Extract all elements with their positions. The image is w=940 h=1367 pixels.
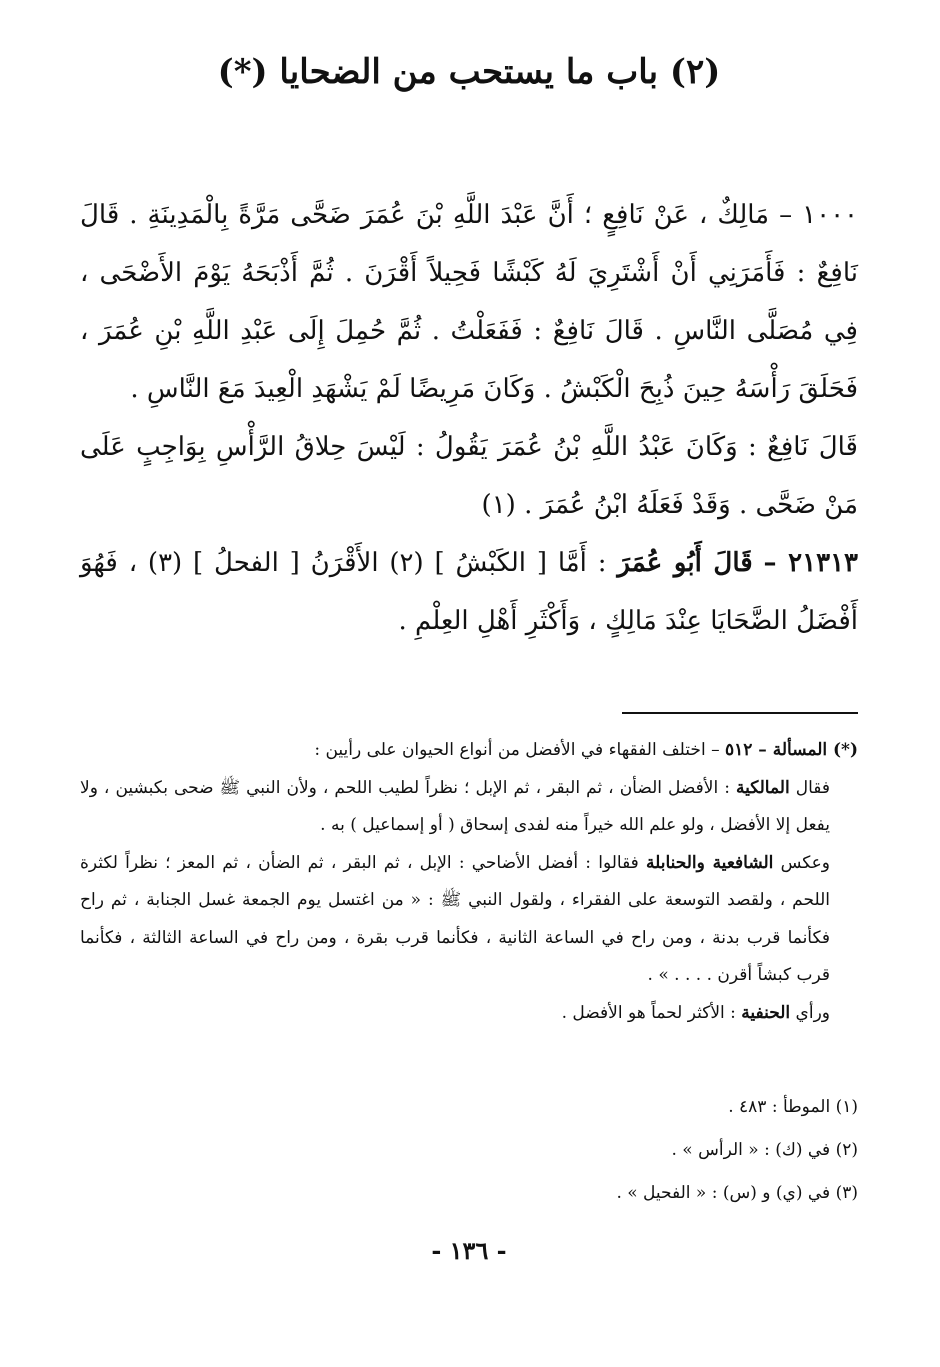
nafi-statement-paragraph: قَالَ نَافِعٌ : وَكَانَ عَبْدُ اللَّهِ بْنُ عُمَرَ يَقُولُ : لَيْسَ حِلاقُ الرَّأْسِ بِوَاجِبٍ عَلَى مَنْ ضَحَّى . وَقَدْ فَعَلَهُ ابْنُ عُمَرَ . (١) (80, 432, 858, 520)
speaker-name: قَالَ أَبُو عُمَرَ (617, 548, 753, 578)
shafiiyya-prefix: وعكس (780, 852, 830, 873)
paragraph-number: ٢١٣١٣ – (763, 548, 858, 578)
abu-umar-paragraph (80, 534, 858, 650)
malikiyya-prefix: فقال (795, 777, 831, 798)
footnote-masala (80, 732, 858, 770)
malikiyya-text: : الأفضل الضأن ، ثم البقر ، ثم الإبل ؛ نظراً لطيب اللحم ، ولأن النبي ﷺ ضحى بكبشين ، ولا يفعل إلا الأفضل ، ولو علم الله خيراً منه لفدى إسحاق ( أو إسماعيل ) به . (80, 777, 830, 835)
reference-3: (٣) في (ي) و (س) : « الفحيل » . (616, 1183, 858, 1203)
abu-umar-text: : أَمَّا [ الكَبْشُ ] (٢) الأَقْرَنُ [ الفحلُ ] (٣) ، فَهُوَ أَفْضَلُ الضَّحَايَا عِنْدَ مَالِكٍ ، وَأَكْثَرِ أَهْلِ العِلْمِ . (80, 548, 858, 636)
hadith-paragraph-1000: ١٠٠٠ – مَالِكٌ ، عَنْ نَافِعٍ ؛ أَنَّ عَبْدَ اللَّهِ بْنَ عُمَرَ ضَحَّى مَرَّةً بِالْمَدِينَةِ . قَالَ نَافِعٌ : فَأَمَرَنِي أَنْ أَشْتَرِيَ لَهُ كَبْشًا فَحِيلاً أَقْرَنَ . ثُمَّ أَذْبَحَهُ يَوْمَ الأَضْحَى ، فِي مُصَلَّى النَّاسِ . قَالَ نَافِعٌ : فَفَعَلْتُ . ثُمَّ حُمِلَ إِلَى عَبْدِ اللَّهِ بْنِ عُمَرَ ، فَحَلَقَ رَأْسَهُ حِينَ ذُبِحَ الْكَبْشُ . وَكَانَ مَرِيضًا لَمْ يَشْهَدِ الْعِيدَ مَعَ النَّاسِ . (80, 200, 858, 404)
footnote-malikiyya (80, 770, 858, 845)
shafiiyya-text: فقالوا : أفضل الأضاحي : الإبل ، ثم البقر ، ثم الضأن ، ثم المعز ؛ نظراً لكثرة اللحم ، ولقصد التوسعة على الفقراء ، ولقول النبي ﷺ : « من اغتسل يوم الجمعة غسل الجنابة ، ثم راح فكأنما قرب بدنة ، ومن راح في الساعة الثانية ، فكأنما قرب بقرة ، ومن راح في الساعة الثالثة ، فكأنما قرب كبشاً أقرن . . . . » . (80, 852, 830, 985)
page-number: - ١٣٦ - (431, 1236, 507, 1265)
hanafiyya-prefix: ورأي (795, 1002, 830, 1023)
reference-1: (١) الموطأ : ٤٨٣ . (728, 1097, 858, 1117)
masala-heading: (*) المسألة – ٥١٢ (724, 740, 858, 760)
malikiyya-label: المالكية (735, 777, 790, 798)
main-text (80, 186, 858, 650)
reference-2: (٢) في (ك) : « الرأس » . (671, 1140, 858, 1160)
footnotes (80, 732, 858, 1032)
references (80, 1086, 858, 1215)
footnote-shafiiyya (80, 845, 858, 995)
masala-intro: – اختلف الفقهاء في الأفضل من أنواع الحيوان على رأيين : (314, 740, 720, 760)
chapter-title: (٢) باب ما يستحب من الضحايا (*) (217, 52, 721, 92)
hanafiyya-label: الحنفية (741, 1002, 791, 1023)
footnote-hanafiyya (80, 995, 858, 1033)
page (80, 0, 858, 1367)
shafiiyya-label: الشافعية والحنابلة (646, 852, 774, 873)
footnote-separator (622, 712, 858, 714)
hanafiyya-text: : الأكثر لحماً هو الأفضل . (561, 1002, 736, 1023)
